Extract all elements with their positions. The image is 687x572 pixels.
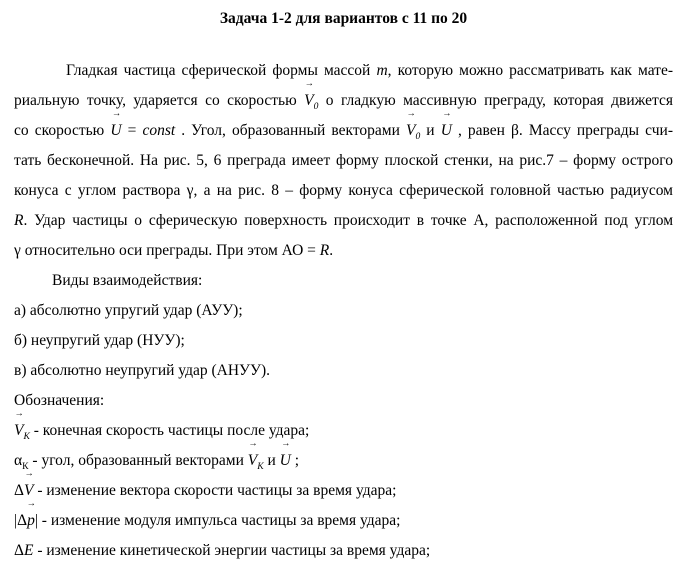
vector-symbol: → U bbox=[280, 446, 291, 476]
text-run: тать бесконечной. На рис. 5, 6 преграда имеет форму плоской стенки, на рис.7 – форму острого bbox=[14, 152, 673, 169]
vector-symbol: → V bbox=[24, 476, 33, 506]
math-italic: R bbox=[319, 242, 330, 259]
text-run: = bbox=[121, 122, 143, 139]
text-line bbox=[14, 446, 673, 476]
math-italic: E bbox=[23, 542, 34, 559]
vector-symbol: → p bbox=[27, 506, 35, 536]
text-run: , равен β. Массу преграды счи- bbox=[451, 122, 673, 139]
text-run: риальную точку, ударяется со скоростью bbox=[14, 92, 305, 109]
text-line bbox=[14, 236, 673, 266]
text-line bbox=[14, 416, 673, 446]
text-run: - угол, образованный векторами bbox=[28, 452, 248, 469]
subscript: 0 bbox=[313, 100, 319, 112]
text-run: . Удар частицы о сферическую поверхность происходит в точке А, расположенной под углом bbox=[23, 212, 673, 229]
text-line bbox=[14, 356, 673, 386]
math-italic: R bbox=[14, 212, 24, 229]
vector-symbol: → U bbox=[110, 116, 121, 146]
text-run: - конечная скорость частицы после удара; bbox=[29, 422, 310, 439]
problem-text bbox=[14, 56, 673, 566]
text-line bbox=[14, 296, 673, 326]
text-line bbox=[14, 326, 673, 356]
text-run: б) неупругий удар (НУУ); bbox=[14, 332, 185, 349]
vector-symbol: → V bbox=[304, 86, 313, 116]
text-run: |Δ bbox=[14, 512, 28, 529]
subscript: К bbox=[257, 460, 264, 472]
vector-symbol: → V bbox=[14, 416, 23, 446]
page-title: Задача 1-2 для вариантов с 11 по 20 bbox=[219, 10, 468, 27]
text-run: - изменение кинетической энергии частицы за время удара; bbox=[33, 542, 431, 559]
text-run: Виды взаимодействия: bbox=[52, 272, 203, 289]
text-line bbox=[14, 386, 673, 416]
subscript: К bbox=[23, 430, 30, 442]
text-run: а) абсолютно упругий удар (АУУ); bbox=[14, 302, 243, 319]
text-run: . bbox=[329, 242, 334, 259]
subscript: К bbox=[22, 460, 29, 472]
text-line bbox=[14, 266, 673, 296]
text-run: ; bbox=[290, 452, 300, 469]
text-line bbox=[14, 476, 673, 506]
math-italic: m bbox=[376, 62, 388, 79]
text-line bbox=[14, 146, 673, 176]
text-run: , которую можно рассматривать как мате- bbox=[387, 62, 673, 79]
vector-symbol: → V bbox=[406, 116, 415, 146]
subscript: 0 bbox=[415, 130, 421, 142]
text-run: о гладкую массивную преграду, которая движется bbox=[318, 92, 673, 109]
text-run: и bbox=[263, 452, 280, 469]
math-italic: const bbox=[142, 122, 176, 139]
text-run: Гладкая частица сферической формы массой bbox=[66, 62, 377, 79]
text-run: Δ bbox=[14, 482, 24, 499]
text-run: Δ bbox=[14, 542, 24, 559]
text-run: и bbox=[420, 122, 441, 139]
text-line bbox=[14, 536, 673, 566]
text-run: γ относительно оси преграды. При этом АО = bbox=[14, 242, 320, 259]
text-line bbox=[14, 116, 673, 146]
text-run: | - изменение модуля импульса частицы за время удара; bbox=[34, 512, 401, 529]
text-run: со скоростью bbox=[14, 122, 111, 139]
text-line bbox=[14, 506, 673, 536]
text-run: Обозначения: bbox=[14, 392, 105, 409]
text-line bbox=[14, 206, 673, 236]
text-run: в) абсолютно неупругий удар (АНУУ). bbox=[14, 362, 270, 379]
vector-symbol: → U bbox=[441, 116, 452, 146]
text-run: . Угол, образованный векторами bbox=[175, 122, 406, 139]
text-run: конуса с углом раствора γ, а на рис. 8 – форму конуса сферической головной частью радиусом bbox=[14, 182, 673, 199]
text-run: - изменение вектора скорости частицы за время удара; bbox=[33, 482, 397, 499]
text-run: α bbox=[14, 452, 23, 469]
text-line bbox=[14, 176, 673, 206]
vector-symbol: → V bbox=[248, 446, 257, 476]
text-line bbox=[14, 56, 673, 86]
